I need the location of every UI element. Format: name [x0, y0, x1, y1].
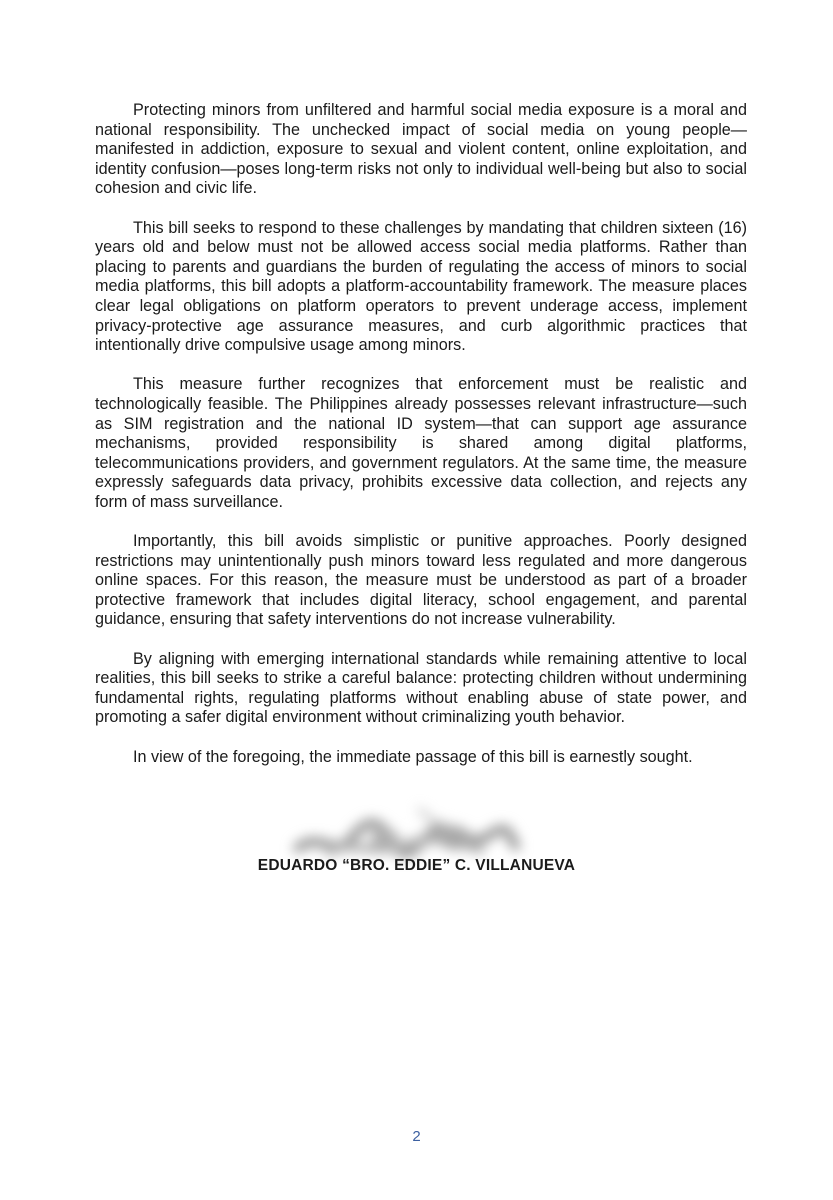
paragraph-1: Protecting minors from unfiltered and harmful social media exposure is a moral and national responsibility. The unchecked impact of social media on young people—manifested in addiction, exposure to sexual and violent content, online exploitation, and identity confusion—poses long-term risks not only to individual well-being but also to social cohesion and civic life.	[95, 101, 747, 198]
paragraph-4: Importantly, this bill avoids simplistic or punitive approaches. Poorly designed restrictions may unintentionally push minors toward less regulated and more dangerous online spaces. For this reason, the measure must be understood as part of a broader protective framework that includes digital literacy, school engagement, and parental guidance, ensuring that safety interventions do not increase vulnerability.	[95, 532, 747, 629]
paragraph-2: This bill seeks to respond to these challenges by mandating that children sixteen (16) years old and below must not be allowed access social media platforms. Rather than placing to parents and guardians the burden of regulating the access of minors to social media platforms, this bill adopts a platform-accountability framework. The measure places clear legal obligations on platform operators to prevent underage access, implement privacy-protective age assurance measures, and curb algorithmic practices that intentionally drive compulsive usage among minors.	[95, 218, 747, 355]
paragraph-6: In view of the foregoing, the immediate passage of this bill is earnestly sought.	[133, 747, 693, 766]
page-number: 2	[412, 1128, 421, 1145]
signatory-name: EDUARDO “BRO. EDDIE” C. VILLANUEVA	[257, 857, 576, 874]
paragraph-5: By aligning with emerging international standards while remaining attentive to local realities, this bill seeks to strike a careful balance: protecting children without undermining fundamental rights, regulating platforms without enabling abuse of state power, and promoting a safer digital environment without criminalizing youth behavior.	[95, 649, 747, 727]
explanatory-note-body	[95, 101, 747, 767]
paragraph-3: This measure further recognizes that enforcement must be realistic and technologically feasible. The Philippines already possesses relevant infrastructure—such as SIM registration and the national ID system—that can support age assurance mechanisms, provided responsibility is shared among digital platforms, telecommunications providers, and government regulators. At the same time, the measure expressly safeguards data privacy, prohibits excessive data collection, and rejects any form of mass surveillance.	[95, 375, 747, 511]
